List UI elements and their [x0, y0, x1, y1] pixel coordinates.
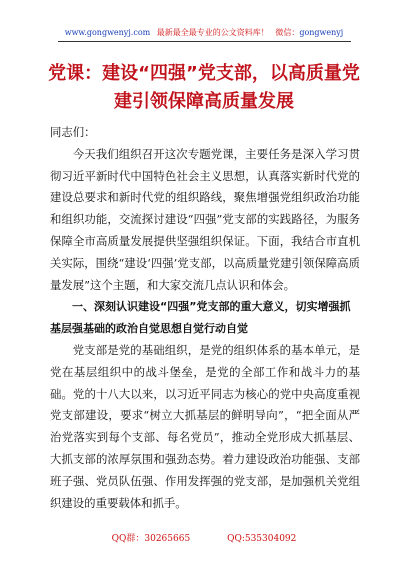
title-line-2: 建引领保障高质量发展	[114, 91, 294, 112]
wechat-label: 微信：	[275, 28, 300, 37]
intro-paragraph: 今天我们组织召开这次专题党课，主要任务是深入学习贯彻习近平新时代中国特色社会主义思想，认真落实新时代党的建设总要求和新时代党的组织路线，聚焦增强党组织政治功能和组织功能，交流探讨建设“四强”党支部的实践路径，为服务保障全市高质量发展提供坚强组织保证。下面，我结合市直机关实际，围绕“建设‘四强’党支部，以高质量党建引领保障高质量发展”这个主题，和大家交流几点认识和体会。	[50, 146, 360, 292]
header-divider	[58, 41, 351, 42]
document-body	[50, 122, 360, 514]
salutation: 同志们：	[50, 125, 96, 139]
section-1-paragraph: 党支部是党的基础组织，是党的组织体系的基本单元，是党在基层组织中的战斗堡垒，是党的全部工作和战斗力的基础。党的十八大以来，以习近平同志为核心的党中央高度重视党支部建设，要求“树立大抓基层的鲜明导向”，“把全面从严治党落实到每个支部、每名党员”，推动全党形成大抓基层、大抓支部的浓厚氛围和强劲态势。着力建设政治功能强、支部班子强、党员队伍强、作用发挥强的党支部，是加强机关党组织建设的重要载体和抓手。	[50, 342, 360, 510]
page-footer	[0, 533, 408, 545]
title-line-1: 党课：建设“四强”党支部，以高质量党	[48, 63, 360, 84]
site-url[interactable]: www.gongwenyj.com	[64, 28, 151, 37]
document-title	[40, 60, 368, 116]
qq-group-number: QQ群：30265665	[111, 534, 191, 544]
site-slogan: 最新最全最专业的公文资料库！	[156, 28, 269, 37]
wechat-id: gongwenyj	[299, 28, 344, 37]
qq-number: QQ:535304092	[227, 534, 297, 544]
page-header	[0, 28, 408, 38]
section-1-heading: 一、深刻认识建设“四强”党支部的重大意义，切实增强抓基层强基础的政治自觉思想自觉行动自觉	[50, 300, 351, 336]
